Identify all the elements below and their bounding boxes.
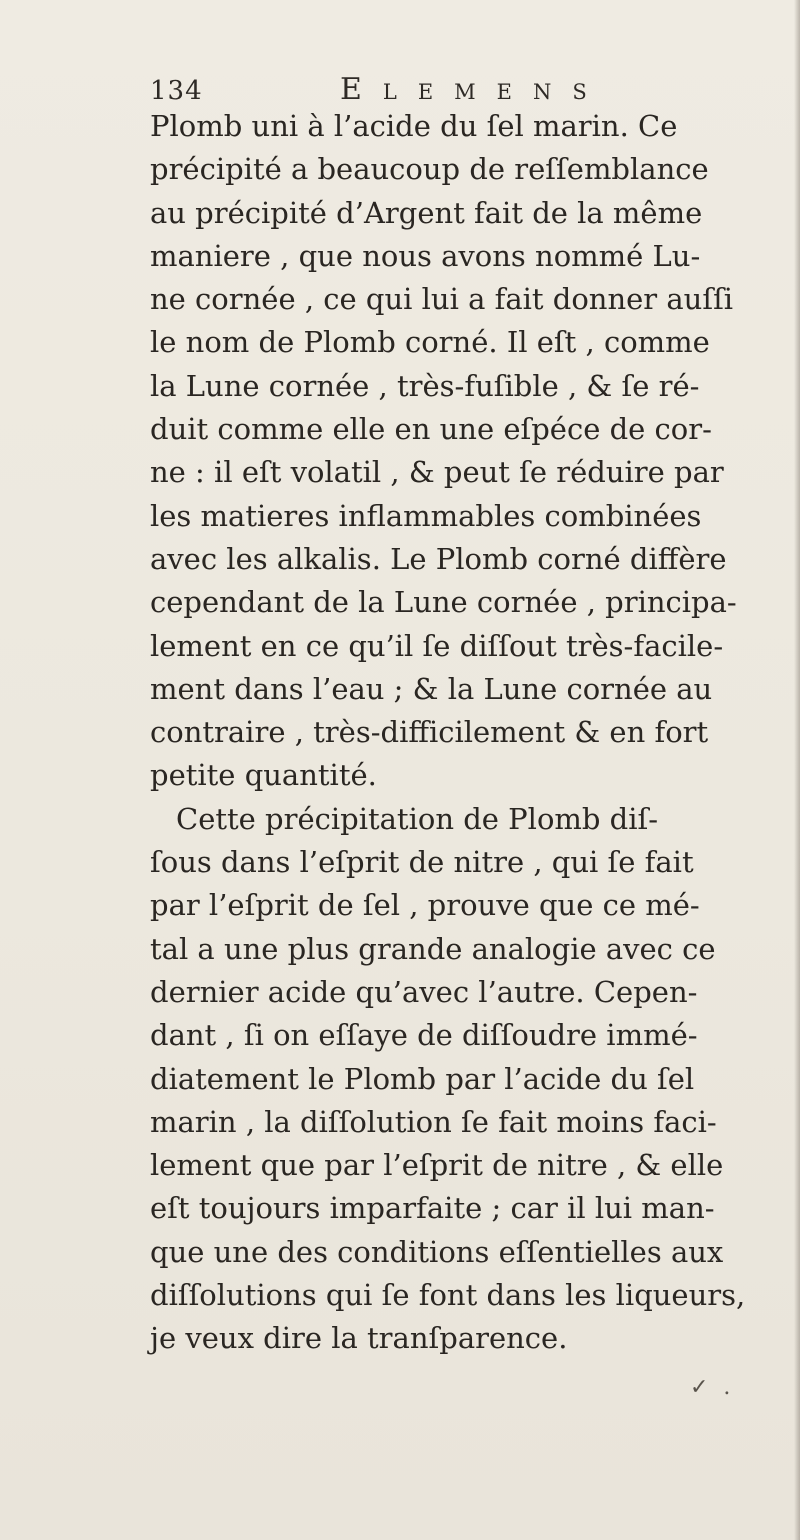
text-line: ne : il eſt volatil , & peut ſe réduire par xyxy=(150,455,724,490)
text-line: tal a une plus grande analogie avec ce xyxy=(150,931,716,966)
text-line: lement que par l’eſprit de nitre , & elle xyxy=(150,1148,724,1183)
text-line: je veux dire la tranſparence. xyxy=(150,1321,568,1356)
text-line: que une des conditions eſſentielles aux xyxy=(150,1234,724,1269)
text-line: Plomb uni à l’acide du ſel marin. Ce xyxy=(150,109,678,143)
text-line: dernier acide qu’avec l’autre. Cepen- xyxy=(150,974,698,1009)
text-line: ne cornée , ce qui lui a fait donner auſſi xyxy=(150,282,734,317)
text-line: dant , ſi on eſſaye de diſſoudre immé- xyxy=(150,1018,698,1053)
text-line: cependant de la Lune cornée , principa- xyxy=(150,585,737,620)
page-edge-shadow xyxy=(794,0,800,1540)
text-line: duit comme elle en une eſpéce de cor- xyxy=(150,412,712,447)
text-line: la Lune cornée , très-fuſible , & ſe ré- xyxy=(150,368,700,403)
text-line: diatement le Plomb par l’acide du ſel xyxy=(150,1061,695,1096)
page-number: 134 xyxy=(150,76,203,106)
running-head xyxy=(150,70,710,110)
running-title: Elemens xyxy=(340,72,608,107)
text-line: petite quantité. xyxy=(150,758,377,793)
text-line: le nom de Plomb corné. Il eſt , comme xyxy=(150,325,710,360)
text-line: les matieres inflammables combinées xyxy=(150,498,702,533)
text-line: diſſolutions qui ſe font dans les liqueurs, xyxy=(150,1278,746,1313)
text-line: par l’eſprit de ſel , prouve que ce mé- xyxy=(150,888,700,923)
text-line: ment dans l’eau ; & la Lune cornée au xyxy=(150,671,713,706)
text-line: précipité a beaucoup de reſſemblance xyxy=(150,152,709,187)
text-line: eſt toujours imparfaite ; car il lui man- xyxy=(150,1191,715,1226)
body-text xyxy=(150,105,790,1361)
text-line: marin , la diſſolution ſe fait moins faci- xyxy=(150,1104,717,1139)
text-line: maniere , que nous avons nommé Lu- xyxy=(150,238,701,273)
text-line: avec les alkalis. Le Plomb corné diffère xyxy=(150,541,727,576)
signature-mark: ✓ . xyxy=(690,1375,735,1400)
text-line: au précipité d’Argent fait de la même xyxy=(150,195,703,230)
text-line: contraire , très-difficilement & en fort xyxy=(150,715,709,750)
text-line: lement en ce qu’il ſe diſſout très-facile- xyxy=(150,628,724,663)
paragraph-start-line: Cette précipitation de Plomb diſ- xyxy=(176,801,659,836)
text-line: ſous dans l’eſprit de nitre , qui ſe fait xyxy=(150,845,694,880)
